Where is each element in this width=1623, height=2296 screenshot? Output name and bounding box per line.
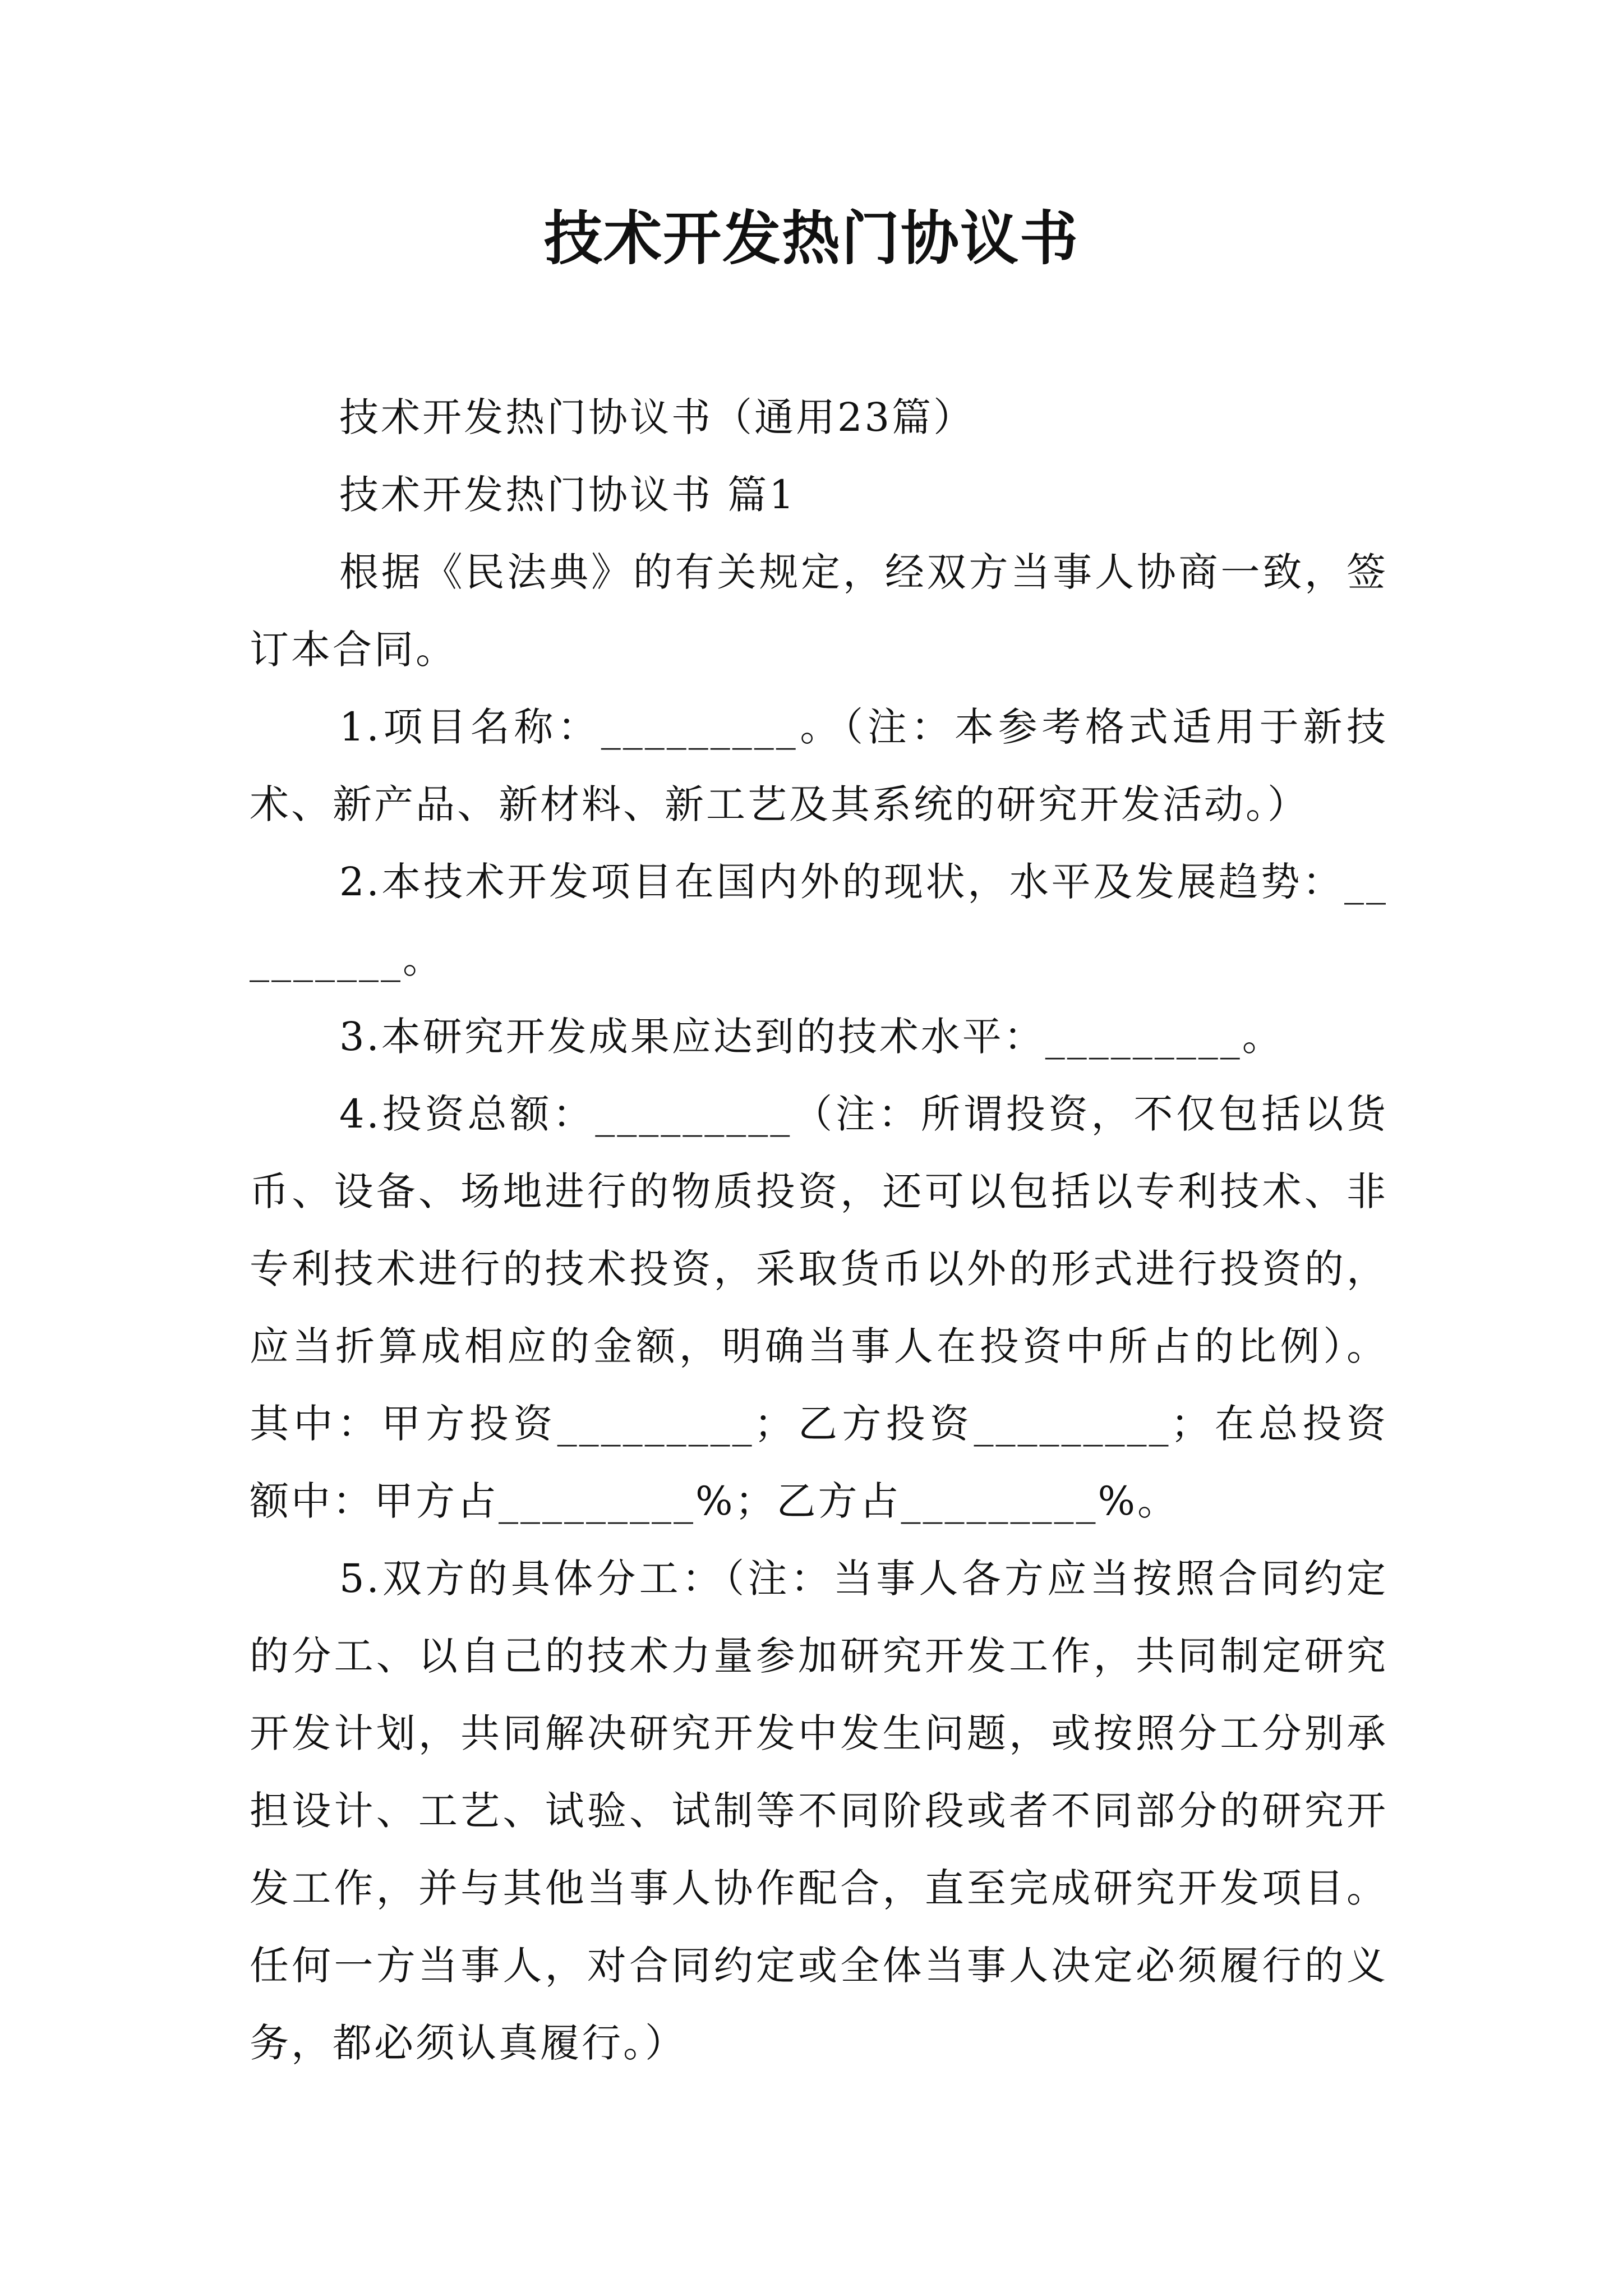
paragraph-item-4: 4.投资总额：_________（注：所谓投资，不仅包括以货币、设备、场地进行的物质投资，还可以包括以专利技术、非专利技术进行的技术投资，采取货币以外的形式进行投资的，应当折算成相应的金额，明确当事人在投资中所占的比例）。其中：甲方投资_________；乙方投资_________；在总投资额中：甲方占_________%；乙方占_________%。: [250, 1091, 1388, 1524]
paragraph-item-1: 1.项目名称：_________。（注：本参考格式适用于新技术、新产品、新材料、新工艺及其系统的研究开发活动。）: [250, 704, 1388, 827]
paragraph-section-heading: 技术开发热门协议书 篇1: [339, 472, 796, 518]
paragraph-item-5: 5.双方的具体分工：（注：当事人各方应当按照合同约定的分工、以自己的技术力量参加研究开发工作，共同制定研究开发计划，共同解决研究开发中发生问题，或按照分工分别承担设计、工艺、试验、试制等不同阶段或者不同部分的研究开发工作，并与其他当事人协作配合，直至完成研究开发项目。任何一方当事人，对合同约定或全体当事人决定必须履行的义务，都必须认真履行。）: [250, 1556, 1388, 2066]
paragraph-item-2: 2.本技术开发项目在国内外的现状，水平及发展趋势：_________。: [250, 859, 1388, 982]
document-title: 技术开发热门协议书: [543, 204, 1079, 273]
paragraph-intro: 根据《民法典》的有关规定，经双方当事人协商一致，签订本合同。: [250, 549, 1388, 673]
paragraph-subtitle: 技术开发热门协议书（通用23篇）: [339, 394, 975, 440]
document-body: [250, 379, 1388, 2082]
paragraph-item-3: 3.本研究开发成果应达到的技术水平：_________。: [339, 1014, 1284, 1060]
